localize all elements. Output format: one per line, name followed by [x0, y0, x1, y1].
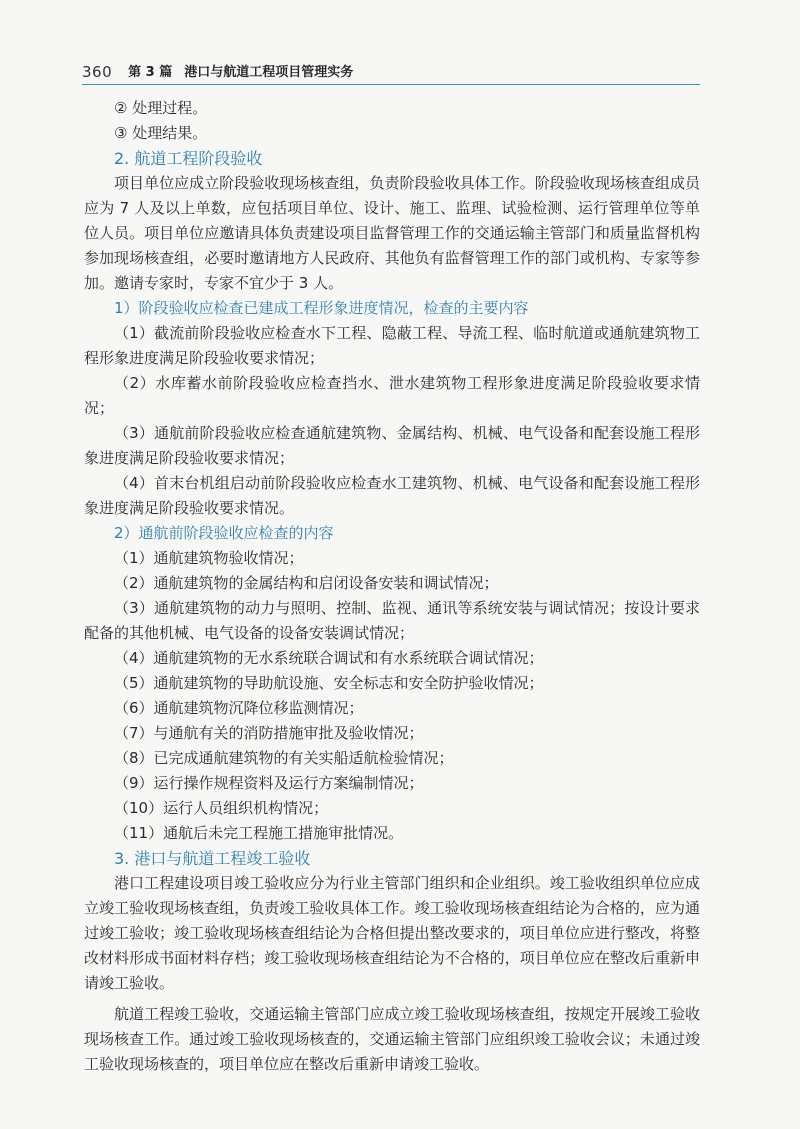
part-title: 第 3 篇: [128, 65, 173, 80]
list-item: （1）通航建筑物验收情况；: [114, 549, 304, 567]
list-item: （9）运行操作规程资料及运行方案编制情况；: [114, 774, 424, 792]
list-item: （2）通航建筑物的金属结构和启闭设备安装和调试情况；: [114, 574, 499, 592]
list-item: （10）运行人员组织机构情况；: [114, 799, 329, 817]
section-paragraph: 项目单位应成立阶段验收现场核查组，负责阶段验收具体工作。阶段验收现场核查组成员应为 7 人及以上单数，应包括项目单位、设计、施工、监理、试验检测、运行管理单位等单位人员。项目单位应邀请具体负责建设项目监督管理工作的交通运输主管部门和质量监督机构参加现场核查组，必要时邀请地方人民政府、其他负有监督管理工作的部门或机构、专家等参加。邀请专家时，专家不宜少于 3 人。: [84, 174, 700, 292]
page-content: [84, 96, 700, 1077]
list-item: （2）水库蓄水前阶段验收应检查挡水、泄水建筑物工程形象进度满足阶段验收要求情况；: [84, 374, 700, 417]
list-item: （3）通航建筑物的动力与照明、控制、监视、通讯等系统安装与调试情况；按设计要求配备的其他机械、电气设备的设备安装调试情况；: [84, 599, 700, 642]
section-paragraph: 航道工程竣工验收，交通运输主管部门应成立竣工验收现场核查组，按规定开展竣工验收现场核查工作。通过竣工验收现场核查的，交通运输主管部门应组织竣工验收会议；未通过竣工验收现场核查的，项目单位应在整改后重新申请竣工验收。: [84, 1005, 700, 1073]
list-item: （6）通航建筑物沉降位移监测情况；: [114, 699, 364, 717]
list-item: （4）首末台机组启动前阶段验收应检查水工建筑物、机械、电气设备和配套设施工程形象进度满足阶段验收要求情况。: [84, 474, 700, 517]
list-item: （4）通航建筑物的无水系统联合调试和有水系统联合调试情况；: [114, 649, 544, 667]
list-item: （8）已完成通航建筑物的有关实船适航检验情况；: [114, 749, 454, 767]
subsection-heading-progress-check: 1）阶段验收应检查已建成工程形象进度情况，检查的主要内容: [114, 299, 529, 317]
section-heading-stage-acceptance: 2. 航道工程阶段验收: [114, 149, 263, 168]
page-number: 360: [82, 63, 113, 81]
section-heading-completion-acceptance: 3. 港口与航道工程竣工验收: [114, 849, 311, 868]
page-header: [82, 62, 700, 85]
book-title: 港口与航道工程项目管理实务: [184, 65, 354, 80]
list-item: （7）与通航有关的消防措施审批及验收情况；: [114, 724, 424, 742]
list-item-process: ② 处理过程。: [114, 99, 208, 117]
list-item: （3）通航前阶段验收应检查通航建筑物、金属结构、机械、电气设备和配套设施工程形象进度满足阶段验收要求情况；: [84, 424, 700, 467]
section-paragraph: 港口工程建设项目竣工验收应分为行业主管部门组织和企业组织。竣工验收组织单位应成立竣工验收现场核查组，负责竣工验收具体工作。竣工验收现场核查组结论为合格的，应为通过竣工验收；竣工验收现场核查组结论为合格但提出整改要求的，项目单位应进行整改，将整改材料形成书面材料存档；竣工验收现场核查组结论为不合格的，项目单位应在整改后重新申请竣工验收。: [84, 874, 700, 992]
list-item: （1）截流前阶段验收应检查水下工程、隐蔽工程、导流工程、临时航道或通航建筑物工程形象进度满足阶段验收要求情况；: [84, 324, 700, 367]
list-item: （11）通航后未完工程施工措施审批情况。: [114, 824, 404, 842]
list-item: （5）通航建筑物的导助航设施、安全标志和安全防护验收情况；: [114, 674, 544, 692]
list-item-result: ③ 处理结果。: [114, 124, 208, 142]
subsection-heading-navigation-check: 2）通航前阶段验收应检查的内容: [114, 524, 334, 542]
